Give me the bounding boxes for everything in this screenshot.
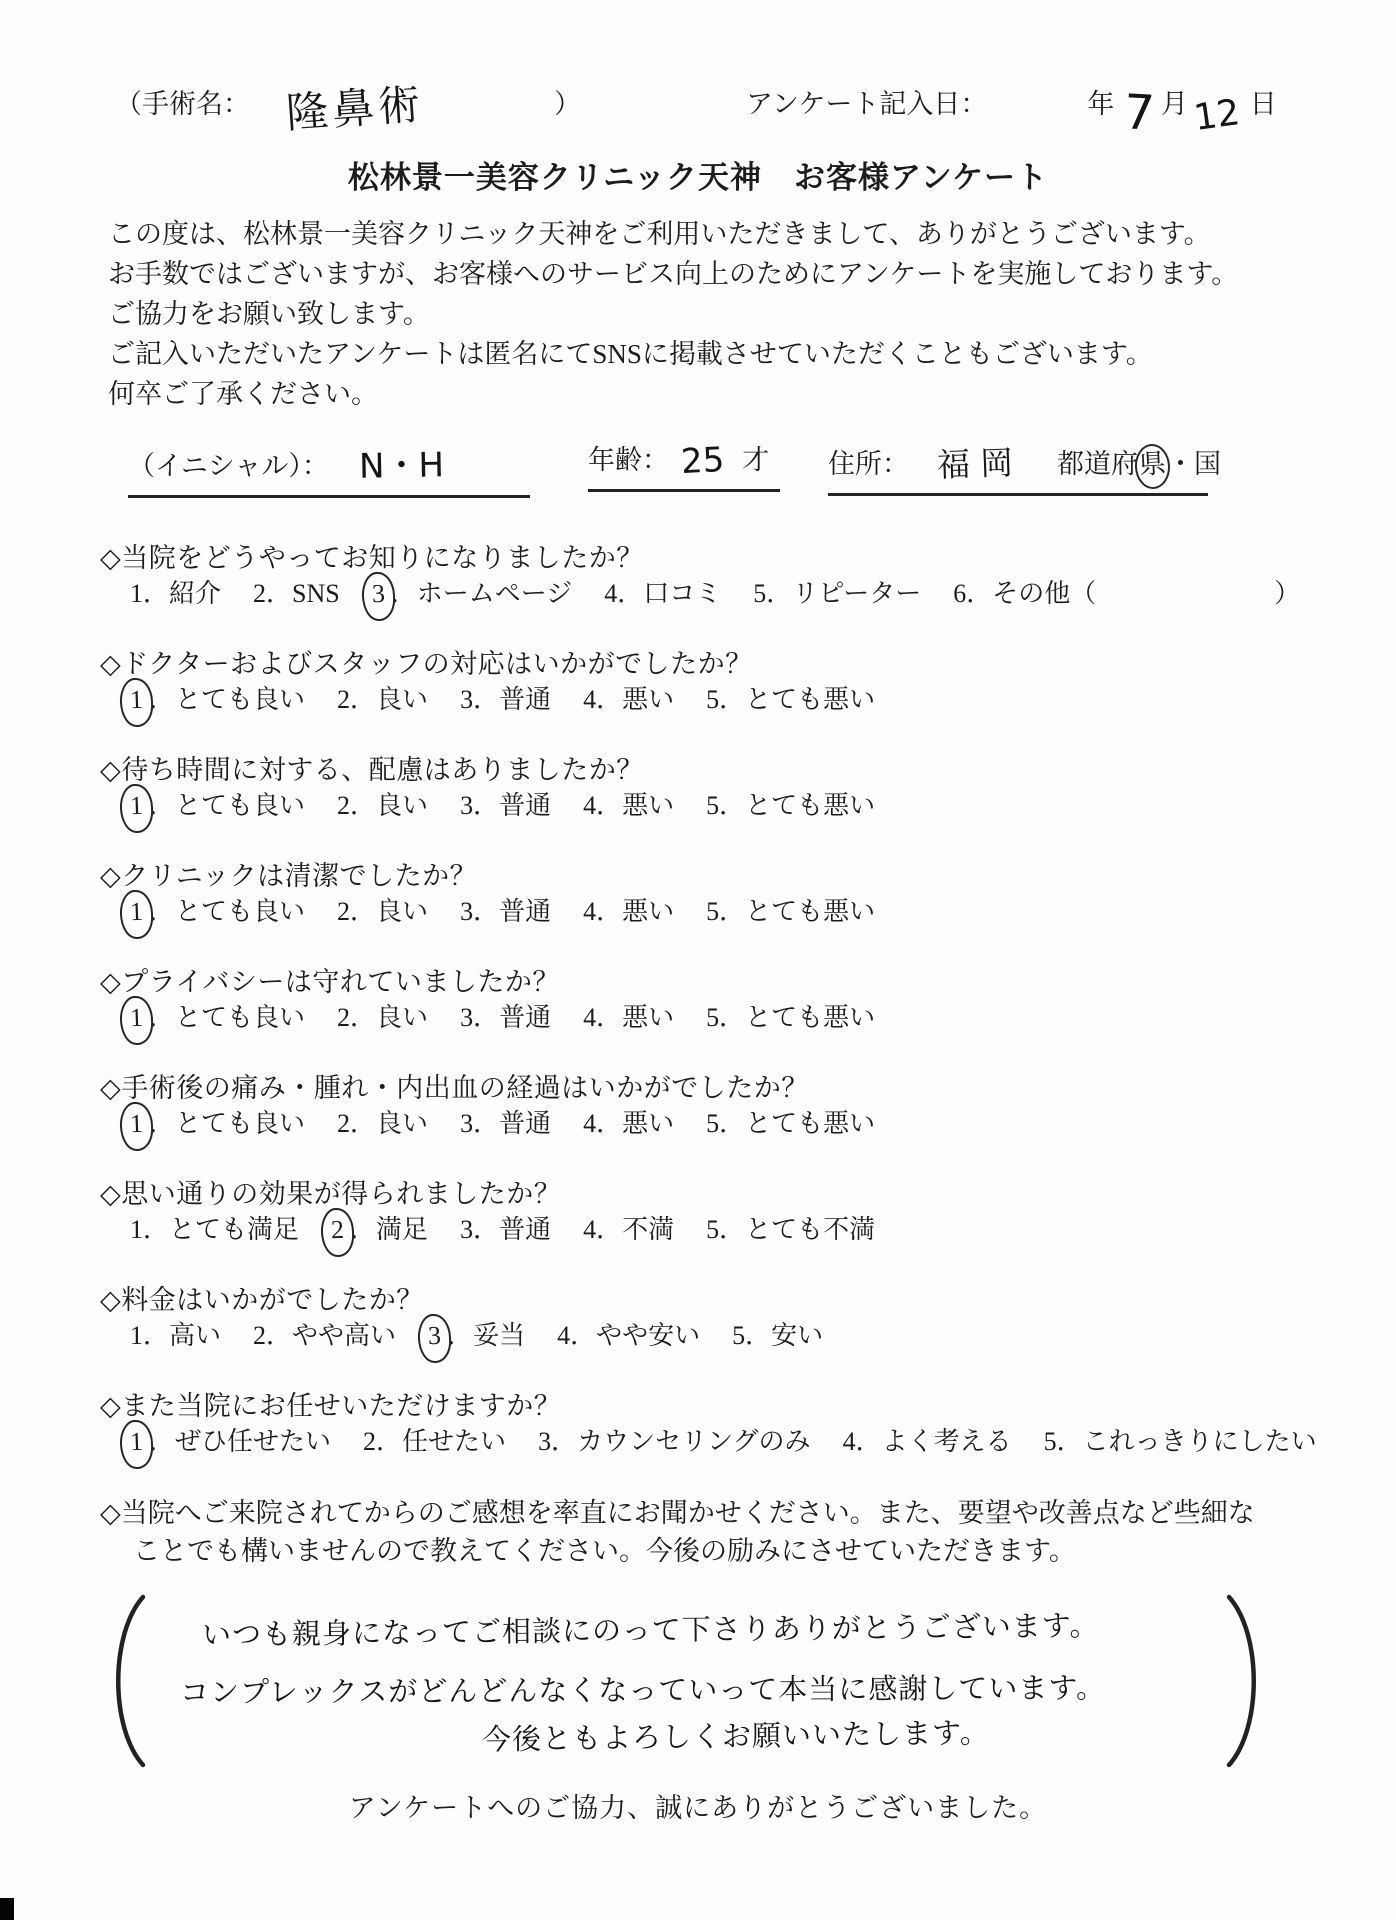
option-number-separator: ． xyxy=(617,579,644,608)
option-number-separator: ． xyxy=(719,897,746,926)
option-number-separator: ． xyxy=(855,1427,882,1456)
option-number: 2 xyxy=(337,791,351,820)
option-label: 妥当 xyxy=(473,1321,526,1350)
answer-option xyxy=(130,791,305,820)
answer-option xyxy=(706,1109,875,1138)
survey-date-label: アンケート記入日： xyxy=(746,89,988,119)
option-number-separator: ． xyxy=(350,1003,377,1032)
option-number-separator: ． xyxy=(1056,1427,1083,1456)
age-field xyxy=(588,438,780,492)
question-options-line xyxy=(100,576,1380,612)
option-number: 5 xyxy=(706,897,720,926)
question-block xyxy=(100,1282,1380,1354)
option-number-separator: ． xyxy=(447,1321,474,1350)
option-label: 良い xyxy=(376,897,429,926)
answer-option xyxy=(583,685,674,714)
answer-option xyxy=(460,685,551,714)
answer-option xyxy=(337,685,428,714)
option-number-separator: ． xyxy=(350,791,377,820)
option-label: ぜひ任せたい xyxy=(175,1427,332,1456)
option-label: SNS xyxy=(292,579,340,608)
answer-option xyxy=(460,1003,551,1032)
option-label: 悪い xyxy=(622,1109,675,1138)
option-label: とても悪い xyxy=(745,1003,876,1032)
answer-option xyxy=(706,1003,875,1032)
option-number-separator: ． xyxy=(266,1321,293,1350)
answer-option xyxy=(130,1109,305,1138)
answer-option xyxy=(706,897,875,926)
option-label: とても悪い xyxy=(745,897,876,926)
option-number-separator: ． xyxy=(596,791,623,820)
question-prompt: ◇ドクターおよびスタッフの対応はいかがでしたか？ xyxy=(100,649,753,679)
option-number: 5 xyxy=(732,1321,746,1350)
option-number: 4 xyxy=(557,1321,571,1350)
option-label: とても良い xyxy=(175,1003,306,1032)
date-day-handwritten-value: 12 xyxy=(1191,92,1243,139)
option-label: 不満 xyxy=(622,1215,675,1244)
option-number: 4 xyxy=(583,685,597,714)
question-options-line xyxy=(100,1000,1380,1036)
answer-option xyxy=(953,579,1300,608)
option-label: カウンセリングのみ xyxy=(577,1427,811,1456)
answer-option xyxy=(372,579,573,608)
address-label: 住所： xyxy=(828,449,909,479)
form-header-row xyxy=(115,76,1277,141)
option-number: 4 xyxy=(583,1215,597,1244)
question-block xyxy=(100,1176,1380,1248)
option-number: 2 xyxy=(253,1321,267,1350)
question-options-line xyxy=(100,1318,1380,1354)
free-comment-box xyxy=(100,1592,1272,1770)
option-label: 普通 xyxy=(499,1003,552,1032)
option-number: 4 xyxy=(842,1427,856,1456)
selected-option-circle-mark: 1 xyxy=(119,995,154,1045)
intro-line: この度は、松林景一美容クリニック天神をご利用いただきまして、ありがとうございます。 xyxy=(108,219,1211,249)
region-selected-circle: 県 xyxy=(1134,443,1171,490)
option-label: リピーター xyxy=(792,579,922,608)
option-number: 1 xyxy=(130,579,143,608)
option-number-separator: ． xyxy=(766,579,793,608)
selected-option-circle-mark: 1 xyxy=(119,783,154,833)
initial-handwritten-value: N・H xyxy=(358,445,445,487)
question-block xyxy=(100,964,1380,1036)
option-number-separator: ． xyxy=(473,1109,500,1138)
option-number: 2 xyxy=(337,897,351,926)
option-number-separator: ． xyxy=(719,1003,746,1032)
date-day-suffix: 日 xyxy=(1249,89,1277,119)
answer-option xyxy=(253,579,340,608)
option-number-separator: ． xyxy=(149,791,176,820)
option-number: 5 xyxy=(706,791,720,820)
option-number-separator: ． xyxy=(473,791,500,820)
date-year-suffix: 年 xyxy=(1087,89,1115,119)
selected-option-circle-mark: 3 xyxy=(417,1313,452,1363)
question-options-line xyxy=(100,1424,1380,1460)
option-number-separator: ． xyxy=(473,1003,500,1032)
option-number-separator: ． xyxy=(390,579,417,608)
option-label: とても悪い xyxy=(745,791,876,820)
option-number-separator: ． xyxy=(719,1109,746,1138)
option-number-separator: ． xyxy=(473,897,500,926)
answer-option xyxy=(843,1427,1012,1456)
option-number-separator: ． xyxy=(350,897,377,926)
option-label: やや高い xyxy=(292,1321,397,1350)
option-number-separator: ． xyxy=(719,685,746,714)
question-prompt: ◇クリニックは清潔でしたか？ xyxy=(100,861,478,891)
closing-thanks-line: アンケートへのご協力、誠にありがとうございました。 xyxy=(348,1793,1048,1823)
question-options-line xyxy=(100,1212,1380,1248)
selected-option-circle-mark: 1 xyxy=(119,677,154,727)
answer-option xyxy=(130,1215,299,1244)
selected-option-circle-mark: 1 xyxy=(119,1101,154,1151)
option-number-separator: ． xyxy=(966,579,993,608)
selected-option-circle-mark: 2 xyxy=(320,1207,355,1257)
age-unit: 才 xyxy=(742,445,770,475)
answer-option xyxy=(337,1003,428,1032)
option-number: 2 xyxy=(337,685,351,714)
option-number: 4 xyxy=(583,897,597,926)
age-label: 年齢： xyxy=(588,445,669,475)
intro-paragraph xyxy=(108,214,1238,414)
date-month-suffix: 月 xyxy=(1160,89,1188,119)
surgery-name-close-paren: ） xyxy=(554,89,582,119)
option-number: 3 xyxy=(460,685,474,714)
option-label: 良い xyxy=(376,1109,429,1138)
option-number: 2 xyxy=(363,1427,377,1456)
right-bracket-mark xyxy=(1222,1592,1272,1770)
answer-option xyxy=(428,1321,525,1350)
option-label: 普通 xyxy=(499,897,552,926)
option-number: 3 xyxy=(538,1427,552,1456)
answer-option xyxy=(130,685,305,714)
option-number: 3 xyxy=(460,1109,474,1138)
age-handwritten-value: 25 xyxy=(679,439,726,483)
option-label: とても悪い xyxy=(745,685,876,714)
date-month-handwritten-value: 7 xyxy=(1122,84,1157,142)
option-number-separator: ． xyxy=(350,685,377,714)
option-number: 5 xyxy=(706,1109,720,1138)
handwritten-comment-line: 今後ともよろしくお願いいたします。 xyxy=(481,1715,990,1757)
option-number: 2 xyxy=(253,579,267,608)
option-number: 4 xyxy=(583,1109,597,1138)
address-field xyxy=(828,438,1221,496)
option-number: 5 xyxy=(706,1003,720,1032)
questions-column xyxy=(100,540,1380,1570)
option-number: 5 xyxy=(753,579,767,608)
option-label: とても満足 xyxy=(169,1215,300,1244)
selected-option-circle-mark: 1 xyxy=(119,1419,154,1469)
left-bracket-mark xyxy=(100,1592,150,1770)
option-number-separator: ． xyxy=(143,579,170,608)
feedback-prompt-line: ことでも構いませんので教えてください。今後の励みにさせていただきます。 xyxy=(133,1536,1076,1566)
page-title: 松林景一美容クリニック天神 お客様アンケート xyxy=(347,160,1049,195)
option-number-separator: ． xyxy=(596,1109,623,1138)
option-number-separator: ． xyxy=(350,1215,377,1244)
option-label: 安い xyxy=(771,1321,824,1350)
question-block xyxy=(100,646,1380,718)
option-label: とても良い xyxy=(175,791,306,820)
answer-option xyxy=(337,897,428,926)
intro-line: 何卒ご了承ください。 xyxy=(108,379,378,409)
option-label: とても良い xyxy=(175,897,306,926)
answer-option xyxy=(706,685,875,714)
intro-line: ご記入いただいたアンケートは匿名にてSNSに掲載させていただくこともございます。 xyxy=(108,339,1153,369)
answer-option xyxy=(460,1215,551,1244)
option-number: 3 xyxy=(460,1215,474,1244)
option-number-separator: ． xyxy=(473,1215,500,1244)
option-number-separator: ． xyxy=(745,1321,772,1350)
answer-option xyxy=(583,791,674,820)
intro-line: ご協力をお願い致します。 xyxy=(108,299,430,329)
question-prompt: ◇また当院にお任せいただけますか？ xyxy=(100,1391,562,1421)
answer-option xyxy=(583,1109,674,1138)
question-options-line xyxy=(100,1106,1380,1142)
answer-option xyxy=(130,897,305,926)
option-number: 1 xyxy=(130,1215,143,1244)
option-number-separator: ． xyxy=(350,1109,377,1138)
question-block xyxy=(100,1388,1380,1460)
answer-option xyxy=(460,1109,551,1138)
option-number-separator: ． xyxy=(596,685,623,714)
option-label: やや安い xyxy=(596,1321,701,1350)
option-number-separator: ． xyxy=(149,685,176,714)
answer-option xyxy=(706,1215,875,1244)
option-label: 悪い xyxy=(622,897,675,926)
option-label: とても不満 xyxy=(745,1215,876,1244)
question-options-line xyxy=(100,682,1380,718)
option-label: これっきりにしたい xyxy=(1082,1427,1317,1456)
option-label: よく考える xyxy=(881,1427,1012,1456)
answer-option xyxy=(460,791,551,820)
option-number: 3 xyxy=(460,791,474,820)
answer-option xyxy=(253,1321,396,1350)
handwritten-comment-line: いつも親身になってご相談にのって下さりありがとうございます。 xyxy=(201,1608,1100,1652)
option-number-separator: ． xyxy=(143,1215,170,1244)
option-number: 4 xyxy=(583,1003,597,1032)
option-number-separator: ． xyxy=(149,1109,176,1138)
address-handwritten-value: 福岡 xyxy=(936,442,1024,485)
option-label: 満足 xyxy=(376,1215,429,1244)
question-block xyxy=(100,540,1380,612)
question-prompt: ◇思い通りの効果が得られましたか？ xyxy=(100,1179,562,1209)
option-label: とても良い xyxy=(175,685,306,714)
option-number-separator: ． xyxy=(570,1321,597,1350)
option-number-separator: ． xyxy=(149,897,176,926)
option-number: 2 xyxy=(337,1109,351,1138)
initial-field xyxy=(128,438,530,498)
option-number-separator: ． xyxy=(149,1003,176,1032)
answer-option xyxy=(538,1427,811,1456)
other-close-paren: ） xyxy=(1274,579,1301,608)
region-type-suffix: ・国 xyxy=(1167,449,1221,479)
option-label: とても悪い xyxy=(745,1109,876,1138)
option-label: 普通 xyxy=(499,1109,552,1138)
answer-option xyxy=(363,1427,506,1456)
option-label: 高い xyxy=(169,1321,222,1350)
question-options-line xyxy=(100,894,1380,930)
answer-option xyxy=(460,897,551,926)
option-label: その他（ xyxy=(992,579,1097,608)
answer-option xyxy=(337,1109,428,1138)
question-block xyxy=(100,1070,1380,1142)
option-number: 2 xyxy=(337,1003,351,1032)
option-label: 任せたい xyxy=(402,1427,507,1456)
option-number-separator: ． xyxy=(149,1427,176,1456)
question-block xyxy=(100,752,1380,824)
feedback-prompt xyxy=(100,1494,1380,1570)
answer-option xyxy=(130,1003,305,1032)
option-label: 普通 xyxy=(499,1215,552,1244)
question-block xyxy=(100,858,1380,930)
option-label: 悪い xyxy=(622,685,675,714)
surgery-name-handwritten-value: 隆鼻術 xyxy=(284,79,426,138)
option-number-separator: ． xyxy=(551,1427,578,1456)
answer-option xyxy=(331,1215,428,1244)
option-number: 1 xyxy=(130,1321,143,1350)
selected-option-circle-mark: 1 xyxy=(119,889,154,939)
handwritten-comment-line: コンプレックスがどんどんなくなっていって本当に感謝しています。 xyxy=(179,1670,1107,1710)
answer-option xyxy=(753,579,921,608)
option-number-separator: ． xyxy=(719,791,746,820)
answer-option xyxy=(337,791,428,820)
option-number: 4 xyxy=(604,579,618,608)
question-prompt: ◇プライバシーは守れていましたか？ xyxy=(100,967,560,997)
option-number-separator: ． xyxy=(143,1321,170,1350)
scan-corner-artifact xyxy=(0,1898,14,1920)
initial-label: （イニシャル）： xyxy=(128,451,329,481)
option-label: 良い xyxy=(376,685,429,714)
answer-option xyxy=(130,579,221,608)
option-number: 3 xyxy=(460,1003,474,1032)
selected-option-circle-mark: 3 xyxy=(361,571,396,621)
option-number-separator: ． xyxy=(473,685,500,714)
answer-option xyxy=(706,791,875,820)
option-number: 5 xyxy=(1043,1427,1057,1456)
option-number: 6 xyxy=(953,579,967,608)
option-label: 良い xyxy=(376,791,429,820)
answer-option xyxy=(130,1321,221,1350)
question-prompt: ◇料金はいかがでしたか？ xyxy=(100,1285,424,1315)
option-number-separator: ． xyxy=(719,1215,746,1244)
answer-option xyxy=(583,1215,674,1244)
option-number: 5 xyxy=(706,685,720,714)
option-label: 悪い xyxy=(622,1003,675,1032)
option-number: 4 xyxy=(583,791,597,820)
question-prompt: ◇当院をどうやってお知りになりましたか？ xyxy=(100,543,644,573)
intro-line: お手数ではございますが、お客様へのサービス向上のためにアンケートを実施しております。 xyxy=(108,259,1239,289)
answer-option xyxy=(583,897,674,926)
option-label: とても良い xyxy=(175,1109,306,1138)
option-number-separator: ． xyxy=(596,1003,623,1032)
answer-option xyxy=(557,1321,700,1350)
region-type-prefix: 都道府 xyxy=(1057,449,1138,479)
option-number-separator: ． xyxy=(266,579,293,608)
option-label: ホームページ xyxy=(416,579,573,608)
question-prompt: ◇待ち時間に対する、配慮はありましたか？ xyxy=(100,755,644,785)
feedback-prompt-line: ◇当院へご来院されてからのご感想を率直にお聞かせください。また、要望や改善点など些細な xyxy=(100,1498,1255,1528)
question-prompt: ◇手術後の痛み・腫れ・内出血の経過はいかがでしたか？ xyxy=(100,1073,809,1103)
option-number-separator: ． xyxy=(376,1427,403,1456)
option-label: 良い xyxy=(376,1003,429,1032)
answer-option xyxy=(604,579,721,608)
option-label: 普通 xyxy=(499,791,552,820)
option-number: 3 xyxy=(460,897,474,926)
surgery-name-label: （手術名： xyxy=(115,89,250,119)
answer-option xyxy=(1044,1427,1317,1456)
option-label: 普通 xyxy=(499,685,552,714)
answer-option xyxy=(583,1003,674,1032)
answer-option xyxy=(732,1321,823,1350)
option-number-separator: ． xyxy=(596,1215,623,1244)
answer-option xyxy=(130,1427,331,1456)
option-number: 5 xyxy=(706,1215,720,1244)
option-label: 紹介 xyxy=(169,579,222,608)
option-number-separator: ． xyxy=(596,897,623,926)
option-label: 口コミ xyxy=(643,579,722,608)
question-options-line xyxy=(100,788,1380,824)
option-label: 悪い xyxy=(622,791,675,820)
